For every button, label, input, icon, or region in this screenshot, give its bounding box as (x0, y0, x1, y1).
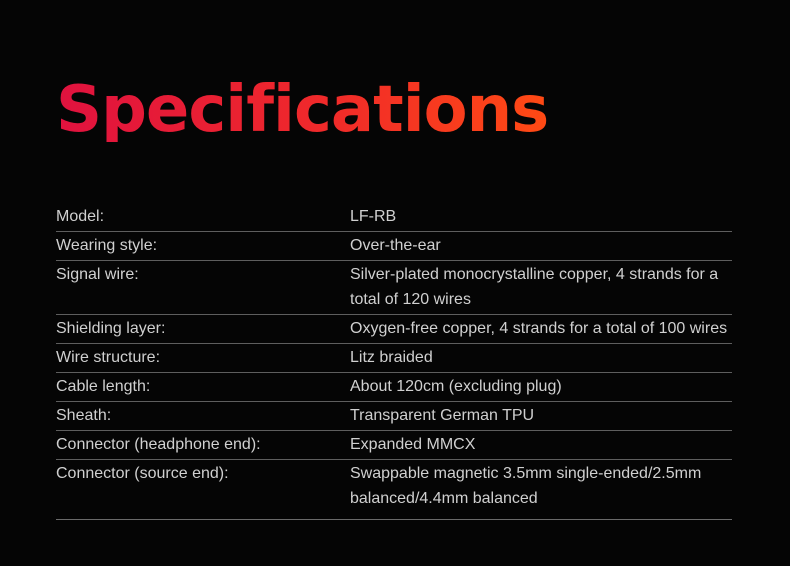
page-title: Specifications (56, 73, 549, 147)
spec-value: Swappable magnetic 3.5mm single-ended/2.5mm balanced/4.4mm balanced (350, 465, 702, 507)
spec-label: Shielding layer: (56, 320, 166, 337)
spec-label: Cable length: (56, 378, 151, 395)
spec-label: Sheath: (56, 407, 112, 424)
spec-row-signal-wire (56, 261, 732, 315)
spec-row-sheath (56, 402, 732, 431)
spec-value: LF-RB (350, 208, 397, 225)
spec-value: Transparent German TPU (350, 407, 535, 424)
spec-row-wire-structure (56, 344, 732, 373)
spec-label: Model: (56, 208, 105, 225)
spec-row-shielding-layer (56, 315, 732, 344)
spec-value: Oxygen-free copper, 4 strands for a total of 100 wires (350, 320, 728, 337)
spec-label: Connector (source end): (56, 465, 229, 482)
spec-label: Wire structure: (56, 349, 161, 366)
spec-label: Connector (headphone end): (56, 436, 261, 453)
spec-row-connector-source (56, 460, 732, 520)
spec-row-connector-headphone (56, 431, 732, 460)
spec-label: Signal wire: (56, 266, 139, 283)
spec-label: Wearing style: (56, 237, 158, 254)
spec-row-cable-length (56, 373, 732, 402)
spec-value: Expanded MMCX (350, 436, 476, 453)
spec-value: Silver-plated monocrystalline copper, 4 strands for a total of 120 wires (350, 266, 719, 308)
spec-row-model (56, 203, 732, 232)
spec-value: About 120cm (excluding plug) (350, 378, 562, 395)
spec-row-wearing-style (56, 232, 732, 261)
spec-value: Over-the-ear (350, 237, 441, 254)
spec-table (56, 203, 732, 520)
spec-value: Litz braided (350, 349, 433, 366)
